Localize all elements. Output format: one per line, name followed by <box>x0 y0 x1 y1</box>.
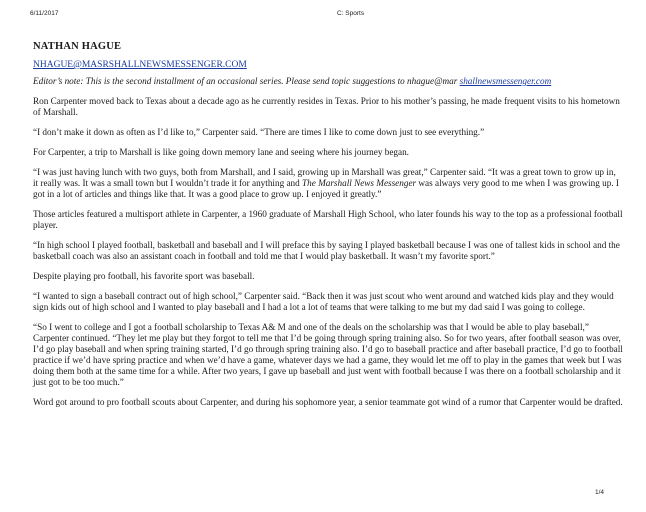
paragraph-7: Despite playing pro football, his favorite sport was baseball. <box>33 271 255 281</box>
paragraph-4-part-b: was always very good to me when I was growing up. I got in a lot of articles and things like that. It was a good place to grow up. I enjoyed it greatly.” <box>33 178 619 199</box>
paragraph-6: “In high school I played football, basketball and baseball and I will preface this by saying I played basketball because I was one of tallest kids in school and the basketball coach was also an assistant coach in football and told me that I would play basketball. It wasn’t my favorite sport.” <box>33 240 620 261</box>
paragraph-9: “So I went to college and I got a football scholarship to Texas A& M and one of the deals on the scholarship was that I would be able to play baseball,” Carpenter continued. “They let me play but they forgot to tell me that I’d be going through spring training also. So for two years, after football season was over, I’d go play baseball and when spring training started, I’d go through spring training also. I’d go to baseball practice and after baseball practice, I’d go to football practice if we’d have spring practice and when we’d have a game, whatever days we had a game, they would let me off to play in the games that week but I was doing them both at the same time for a while. After two years, I gave up baseball and just went with football because I was there on a football scholarship and it just got to be too much.” <box>33 322 623 387</box>
editors-note-link[interactable]: shallnewsmessenger.com <box>459 76 552 86</box>
section-name: C: Sports <box>337 10 365 17</box>
paragraph-10: Word got around to pro football scouts about Carpenter, and during his sophomore year, a senior teammate got wind of a rumor that Carpenter would be drafted. <box>33 397 623 407</box>
paragraph-4 <box>33 167 623 200</box>
article-body <box>33 41 623 417</box>
author-email-link[interactable]: NHAGUE@MASRSHALLNEWSMESSENGER.COM <box>33 60 247 70</box>
editors-note-text: Editor’s note: This is the second installment of an occasional series. Please send topic suggestions to nhague@mar <box>33 76 460 86</box>
paragraph-2: “I don’t make it down as often as I’d like to,” Carpenter said. “There are times I like to come down just to see everything.” <box>33 127 485 137</box>
paragraph-1: Ron Carpenter moved back to Texas about a decade ago as he currently resides in Texas. Prior to his mother’s passing, he made frequent visits to his hometown of Marshall. <box>33 96 620 117</box>
print-date: 6/11/2017 <box>30 10 59 17</box>
paragraph-8: “I wanted to sign a baseball contract out of high school,” Carpenter said. “Back then it was just scout who went around and watched kids play and they would sign kids out of high school and I wanted to play baseball and I had a lot a lot of teams that were talking to me but my dad said I was going to college. <box>33 291 614 312</box>
editors-note <box>33 76 623 87</box>
paragraph-5: Those articles featured a multisport athlete in Carpenter, a 1960 graduate of Marshall High School, who later founds his way to the top as a professional football player. <box>33 209 623 230</box>
author-byline: NATHAN HAGUE <box>33 41 122 52</box>
page-number: 1/4 <box>594 489 604 496</box>
paragraph-4-part-a: “I was just having lunch with two guys, both from Marshall, and I said, growing up in Marshall was great,” Carpenter said. “It was a great town to grow up in, it really was. It was a small town but I wouldn’t trade it for anything and <box>33 167 616 188</box>
paragraph-3: For Carpenter, a trip to Marshall is like going down memory lane and seeing where his journey began. <box>33 147 409 157</box>
newspaper-title: The Marshall News Messenger <box>302 178 417 188</box>
